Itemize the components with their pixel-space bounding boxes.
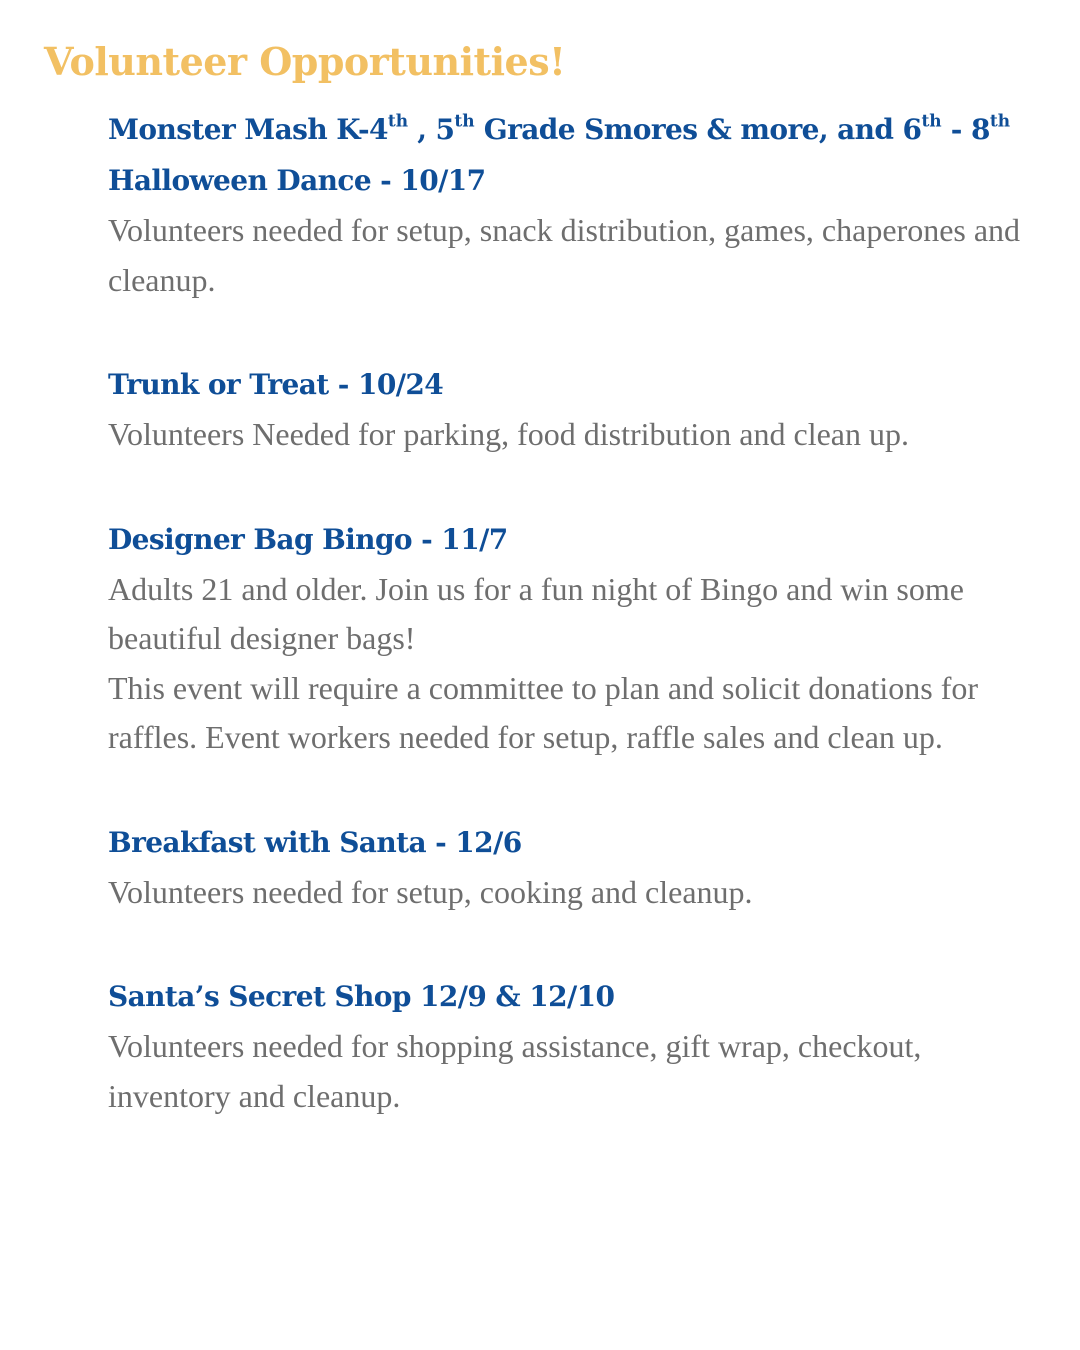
event-breakfast-with-santa — [108, 817, 1038, 918]
event-santas-secret-shop — [108, 971, 1038, 1121]
event-title-text: Monster Mash K-4 — [108, 113, 388, 146]
volunteer-event-list — [108, 104, 1038, 1175]
event-title-text: - 8 — [941, 113, 990, 146]
ordinal-suffix: th — [989, 111, 1011, 132]
event-description: Volunteers needed for shopping assistance, gift wrap, checkout, inventory and cleanup. — [108, 1028, 922, 1114]
event-title-text: Halloween Dance - 10/17 — [108, 164, 486, 197]
event-monster-mash — [108, 104, 1038, 305]
event-title-trunk-or-treat: Trunk or Treat - 10/24 — [108, 368, 444, 401]
event-trunk-or-treat — [108, 359, 1038, 460]
page-title: Volunteer Opportunities! — [44, 39, 566, 84]
ordinal-suffix: th — [921, 111, 942, 132]
event-title-text: Grade Smores & more, and 6 — [474, 113, 922, 146]
event-description: Adults 21 and older. Join us for a fun night of Bingo and win some beautiful designer bags! — [108, 570, 964, 656]
event-title-santas-secret-shop: Santa’s Secret Shop 12/9 & 12/10 — [108, 980, 615, 1013]
ordinal-suffix: th — [387, 111, 409, 132]
event-title-designer-bag-bingo: Designer Bag Bingo - 11/7 — [108, 522, 508, 556]
event-title-monster-mash — [108, 104, 1038, 206]
event-description: Volunteers needed for setup, snack distribution, games, chaperones and cleanup. — [108, 212, 1021, 298]
event-description: Volunteers Needed for parking, food distribution and clean up. — [108, 416, 909, 452]
event-title-breakfast-with-santa: Breakfast with Santa - 12/6 — [108, 825, 522, 859]
event-designer-bag-bingo — [108, 514, 1038, 763]
ordinal-suffix: th — [454, 111, 475, 132]
event-description: Volunteers needed for setup, cooking and cleanup. — [108, 873, 753, 910]
event-description-committee: This event will require a committee to plan and solicit donations for raffles. Event workers needed for setup, raffle sales and clean up. — [108, 669, 978, 755]
event-title-text: , 5 — [408, 113, 455, 146]
